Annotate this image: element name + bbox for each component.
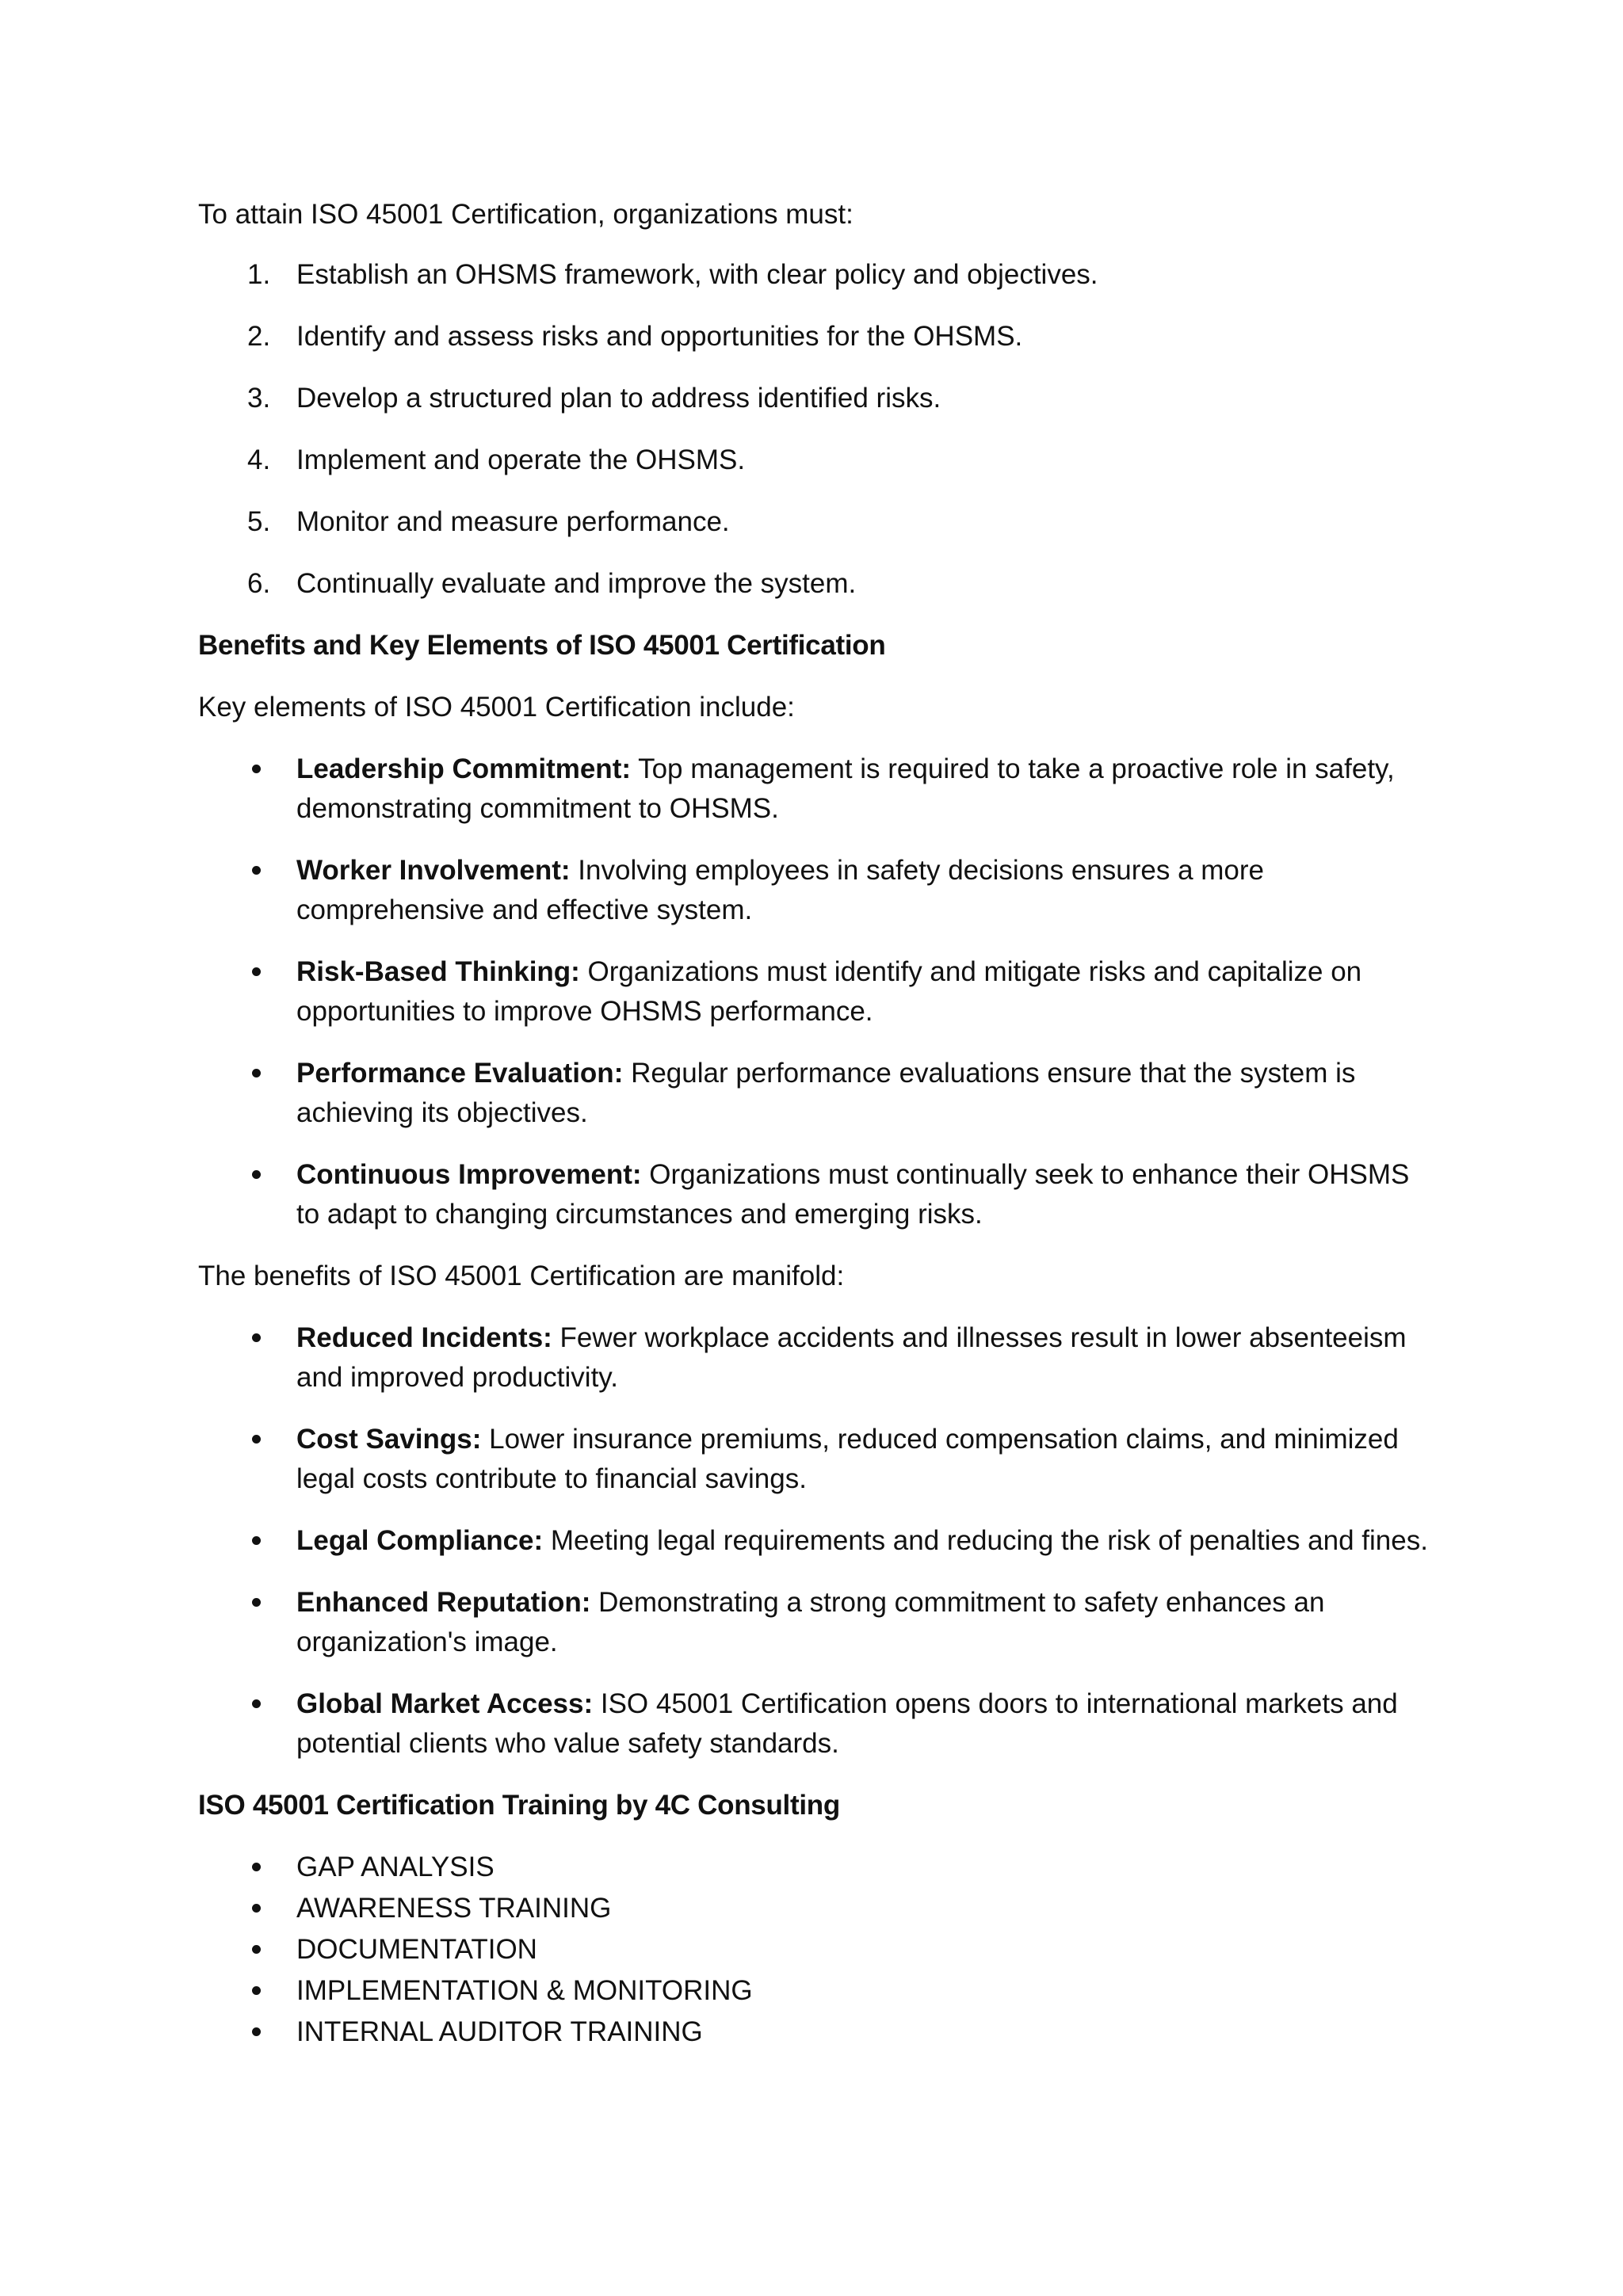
list-item (198, 379, 1434, 418)
step-text: Establish an OHSMS framework, with clear policy and objectives. (296, 259, 1098, 290)
document-page (198, 195, 1434, 2054)
list-item (198, 2012, 1434, 2054)
bullet-icon (252, 765, 261, 773)
step-number: 6. (247, 568, 271, 599)
item-term: Global Market Access: (296, 1688, 594, 1719)
list-item (198, 317, 1434, 357)
list-item (198, 1583, 1434, 1662)
item-term: Enhanced Reputation: (296, 1587, 591, 1618)
bullet-icon (252, 1904, 261, 1913)
list-item (198, 1889, 1434, 1930)
bullet-icon (252, 967, 261, 976)
step-number: 2. (247, 321, 271, 352)
list-item (198, 1848, 1434, 1889)
item-term: Worker Involvement: (296, 855, 571, 886)
benefits-list (198, 1318, 1434, 1764)
service-label: INTERNAL AUDITOR TRAINING (296, 2016, 703, 2047)
bullet-icon (252, 1435, 261, 1444)
bullet-icon (252, 1333, 261, 1342)
item-term: Risk-Based Thinking: (296, 956, 580, 987)
list-item (198, 502, 1434, 542)
step-number: 5. (247, 506, 271, 537)
item-text: Fewer workplace accidents and illnesses result in lower absenteeism and improved productivity. (296, 1322, 1407, 1393)
service-label: DOCUMENTATION (296, 1934, 537, 1965)
bullet-icon (252, 1945, 261, 1954)
item-text: ISO 45001 Certification opens doors to international markets and potential clients who value safety standards. (296, 1688, 1398, 1759)
training-services-list (198, 1848, 1434, 2054)
bullet-icon (252, 1863, 261, 1871)
bullet-icon (252, 2027, 261, 2036)
key-elements-intro: Key elements of ISO 45001 Certification include: (198, 692, 795, 723)
item-term: Legal Compliance: (296, 1525, 544, 1556)
step-text: Develop a structured plan to address identified risks. (296, 383, 941, 414)
service-label: GAP ANALYSIS (296, 1852, 495, 1882)
item-term: Cost Savings: (296, 1424, 482, 1455)
certification-steps-list (198, 255, 1434, 604)
item-text: Meeting legal requirements and reducing the risk of penalties and fines. (543, 1525, 1428, 1556)
item-text: Lower insurance premiums, reduced compensation claims, and minimized legal costs contribute to financial savings. (296, 1424, 1399, 1494)
list-item (198, 1054, 1434, 1133)
list-item (198, 564, 1434, 604)
list-item (198, 851, 1434, 930)
benefits-intro: The benefits of ISO 45001 Certification are manifold: (198, 1261, 845, 1291)
step-number: 4. (247, 444, 271, 475)
item-term: Continuous Improvement: (296, 1159, 642, 1190)
step-text: Identify and assess risks and opportunities for the OHSMS. (296, 321, 1023, 352)
key-elements-list (198, 749, 1434, 1234)
step-text: Continually evaluate and improve the system. (296, 568, 857, 599)
service-label: IMPLEMENTATION & MONITORING (296, 1975, 753, 2006)
bullet-icon (252, 1170, 261, 1179)
item-term: Reduced Incidents: (296, 1322, 552, 1353)
step-text: Monitor and measure performance. (296, 506, 730, 537)
list-item (198, 1155, 1434, 1234)
intro-paragraph: To attain ISO 45001 Certification, organizations must: (198, 199, 854, 230)
list-item (198, 1420, 1434, 1499)
list-item (198, 952, 1434, 1032)
item-term: Leadership Commitment: (296, 753, 631, 784)
benefits-heading: Benefits and Key Elements of ISO 45001 Certification (198, 630, 886, 661)
step-number: 1. (247, 259, 271, 290)
list-item (198, 1971, 1434, 2012)
list-item (198, 255, 1434, 295)
item-text: Demonstrating a strong commitment to safety enhances an organization's image. (296, 1587, 1325, 1657)
step-number: 3. (247, 383, 271, 414)
item-text: Regular performance evaluations ensure that the system is achieving its objectives. (296, 1058, 1356, 1128)
bullet-icon (252, 1986, 261, 1995)
step-text: Implement and operate the OHSMS. (296, 444, 746, 475)
item-text: Organizations must identify and mitigate risks and capitalize on opportunities to improve OHSMS performance. (296, 956, 1362, 1027)
list-item (198, 441, 1434, 480)
list-item (198, 749, 1434, 829)
item-term: Performance Evaluation: (296, 1058, 624, 1089)
list-item (198, 1521, 1434, 1561)
list-item (198, 1684, 1434, 1764)
bullet-icon (252, 1699, 261, 1708)
service-label: AWARENESS TRAINING (296, 1893, 612, 1924)
training-heading: ISO 45001 Certification Training by 4C Consulting (198, 1790, 840, 1821)
bullet-icon (252, 866, 261, 875)
list-item (198, 1930, 1434, 1971)
bullet-icon (252, 1069, 261, 1077)
bullet-icon (252, 1536, 261, 1545)
bullet-icon (252, 1598, 261, 1607)
item-text: Top management is required to take a proactive role in safety, demonstrating commitment to OHSMS. (296, 753, 1395, 824)
item-text: Organizations must continually seek to enhance their OHSMS to adapt to changing circumstances and emerging risks. (296, 1159, 1410, 1230)
item-text: Involving employees in safety decisions ensures a more comprehensive and effective system. (296, 855, 1265, 925)
list-item (198, 1318, 1434, 1398)
